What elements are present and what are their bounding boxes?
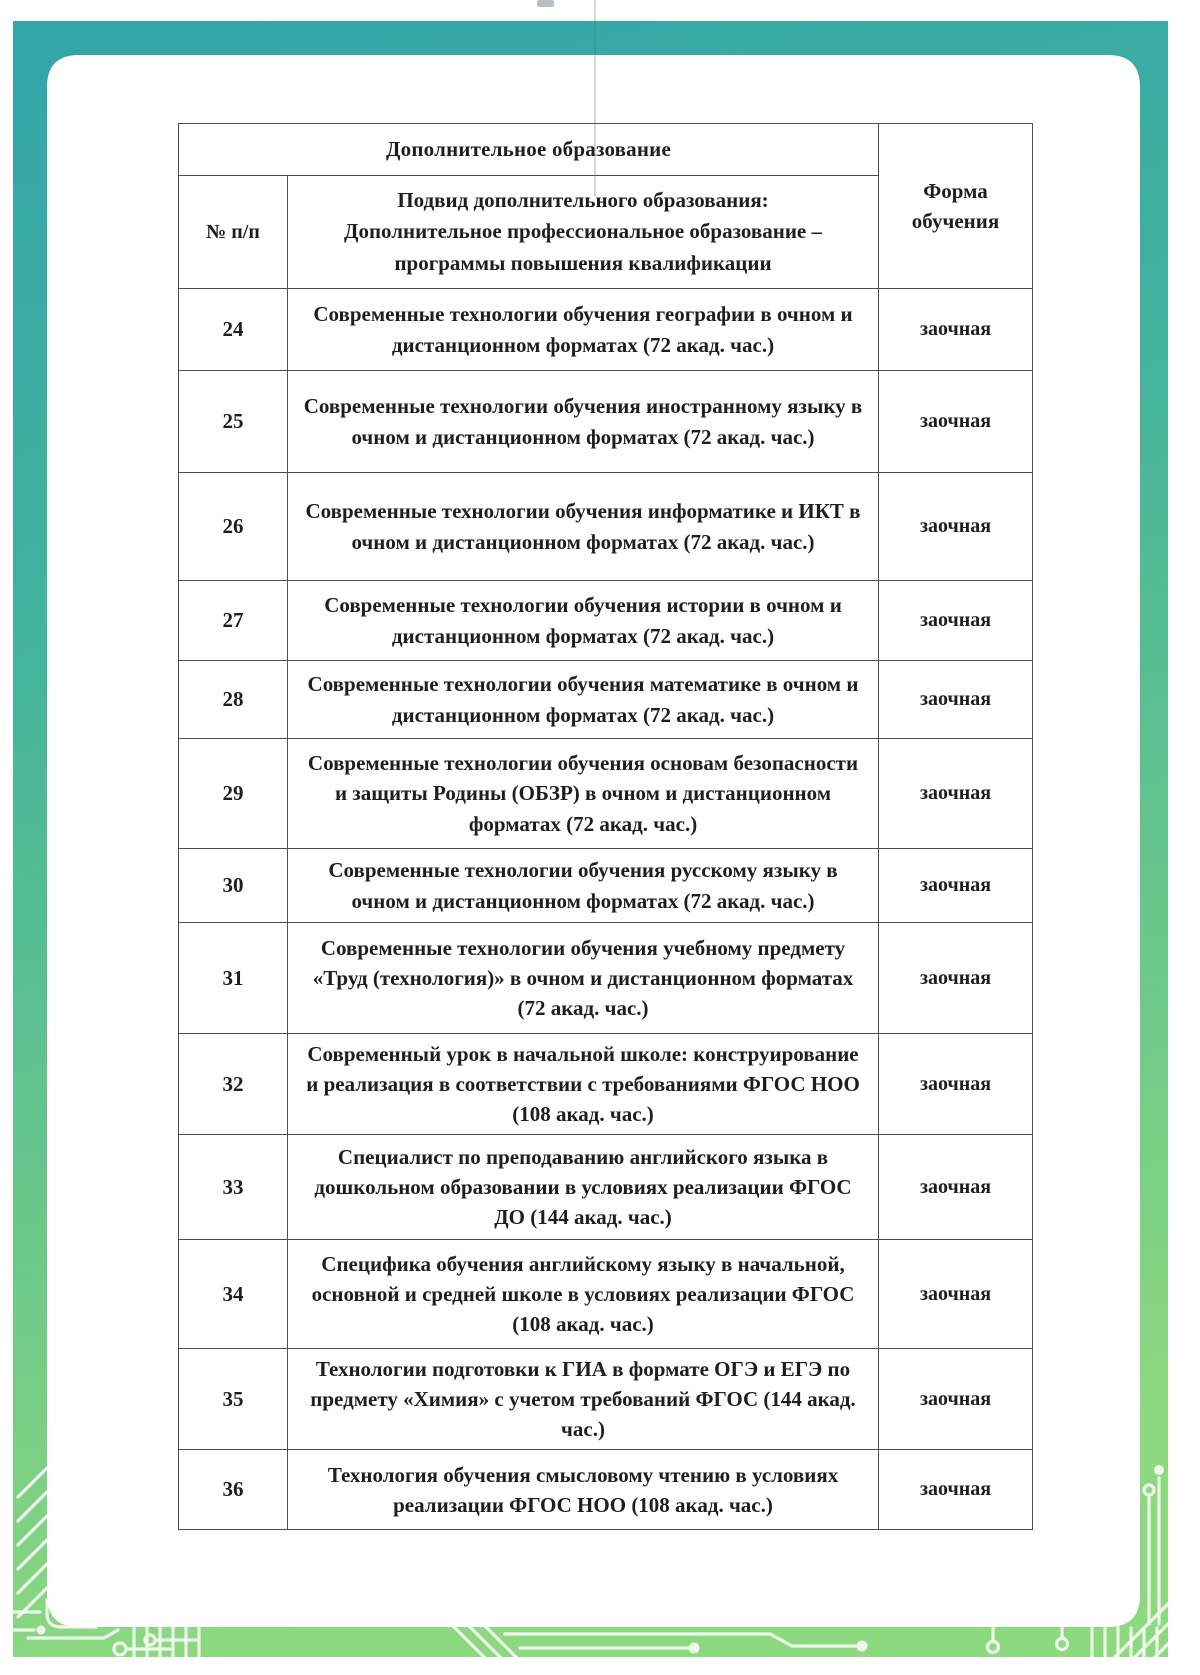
row-number: 35 <box>179 1349 288 1450</box>
program-header-line: программы повышения квалификации <box>394 250 772 275</box>
program-name: Специалист по преподаванию английского языка в дошкольном образовании в условиях реализации ФГОС ДО (144 акад. час.) <box>288 1135 879 1240</box>
column-header-program <box>288 176 879 289</box>
program-name: Современные технологии обучения иностранному языку в очном и дистанционном форматах (72 акад. час.) <box>288 371 879 473</box>
row-number: 30 <box>179 849 288 923</box>
education-form: заочная <box>879 289 1033 371</box>
table-row <box>179 371 1033 473</box>
education-form: заочная <box>879 1034 1033 1135</box>
education-form: заочная <box>879 1450 1033 1530</box>
table-row <box>179 1034 1033 1135</box>
row-number: 34 <box>179 1240 288 1349</box>
education-form: заочная <box>879 739 1033 849</box>
program-name: Технология обучения смысловому чтению в условиях реализации ФГОС НОО (108 акад. час.) <box>288 1450 879 1530</box>
program-name: Современные технологии обучения информатике и ИКТ в очном и дистанционном форматах (72 акад. час.) <box>288 473 879 581</box>
education-form: заочная <box>879 661 1033 739</box>
program-name: Современные технологии обучения основам безопасности и защиты Родины (ОБЗР) в очном и дистанционном форматах (72 акад. час.) <box>288 739 879 849</box>
program-name: Современный урок в начальной школе: конструирование и реализация в соответствии с требованиями ФГОС НОО (108 акад. час.) <box>288 1034 879 1135</box>
education-form: заочная <box>879 1135 1033 1240</box>
program-name: Современные технологии обучения географии в очном и дистанционном форматах (72 акад. час.) <box>288 289 879 371</box>
program-name: Современные технологии обучения русскому языку в очном и дистанционном форматах (72 акад. час.) <box>288 849 879 923</box>
table-row <box>179 661 1033 739</box>
table-row <box>179 289 1033 371</box>
education-form: заочная <box>879 1240 1033 1349</box>
program-header-line: Подвид дополнительного образования: <box>397 187 769 212</box>
table-row <box>179 1349 1033 1450</box>
row-number: 25 <box>179 371 288 473</box>
group-header-additional-education: Дополнительное образование <box>179 124 879 176</box>
table-row <box>179 581 1033 661</box>
column-header-number: № п/п <box>179 176 288 289</box>
row-number: 32 <box>179 1034 288 1135</box>
programs-table <box>178 123 1033 1530</box>
education-form: заочная <box>879 371 1033 473</box>
table-row <box>179 923 1033 1034</box>
row-number: 27 <box>179 581 288 661</box>
table-row <box>179 473 1033 581</box>
column-header-form: Форма обучения <box>879 124 1033 289</box>
program-name: Современные технологии обучения истории в очном и дистанционном форматах (72 акад. час.) <box>288 581 879 661</box>
row-number: 24 <box>179 289 288 371</box>
table-row <box>179 1240 1033 1349</box>
row-number: 36 <box>179 1450 288 1530</box>
row-number: 28 <box>179 661 288 739</box>
table-row <box>179 849 1033 923</box>
table-row <box>179 1135 1033 1240</box>
table-row <box>179 1450 1033 1530</box>
scan-smudge <box>537 0 554 7</box>
table-row <box>179 739 1033 849</box>
table-body <box>179 289 1033 1530</box>
row-number: 31 <box>179 923 288 1034</box>
row-number: 29 <box>179 739 288 849</box>
row-number: 33 <box>179 1135 288 1240</box>
program-name: Специфика обучения английскому языку в начальной, основной и средней школе в условиях реализации ФГОС (108 акад. час.) <box>288 1240 879 1349</box>
program-name: Технологии подготовки к ГИА в формате ОГЭ и ЕГЭ по предмету «Химия» с учетом требований ФГОС (144 акад. час.) <box>288 1349 879 1450</box>
education-form: заочная <box>879 1349 1033 1450</box>
education-form: заочная <box>879 923 1033 1034</box>
education-form: заочная <box>879 581 1033 661</box>
program-name: Современные технологии обучения учебному предмету «Труд (технология)» в очном и дистанционном форматах (72 акад. час.) <box>288 923 879 1034</box>
program-header-line: Дополнительное профессиональное образование – <box>344 219 822 244</box>
education-form: заочная <box>879 849 1033 923</box>
table-header <box>179 124 1033 289</box>
education-form: заочная <box>879 473 1033 581</box>
row-number: 26 <box>179 473 288 581</box>
program-name: Современные технологии обучения математике в очном и дистанционном форматах (72 акад. час.) <box>288 661 879 739</box>
